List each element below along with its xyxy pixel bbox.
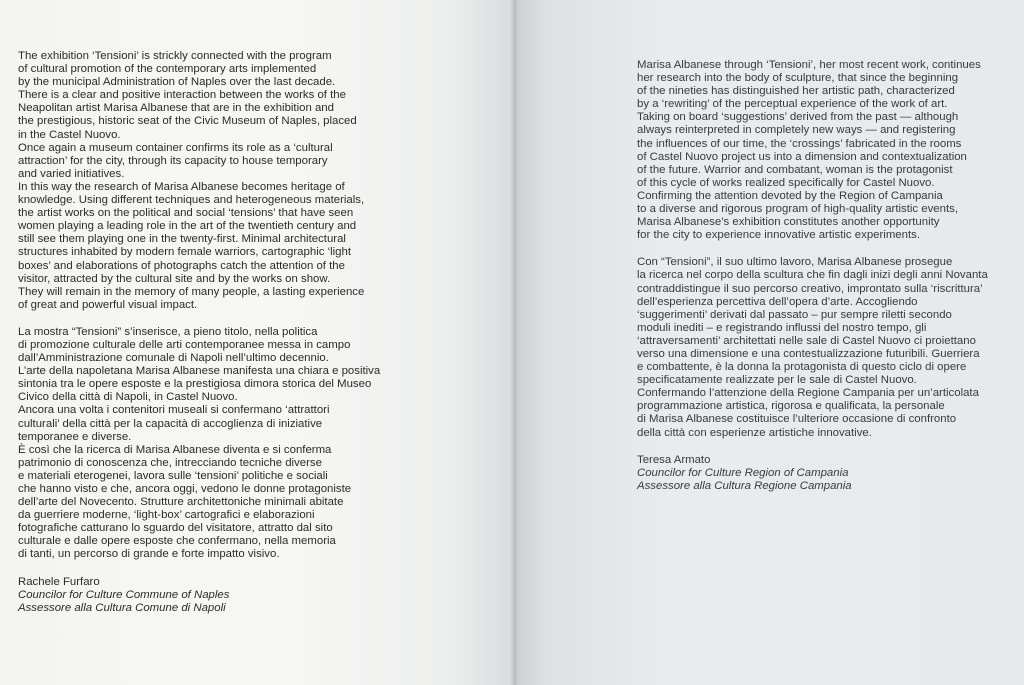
signature-name: Teresa Armato [637, 453, 711, 466]
text-line: Neapolitan artist Marisa Albanese that are in the exhibition and [18, 102, 334, 115]
text-line: di tanti, un percorso di grande e forte impatto visivo. [18, 548, 280, 561]
right-signature [637, 454, 988, 493]
text-line: of great and powerful visual impact. [18, 298, 198, 311]
left-italian-paragraph [18, 326, 380, 562]
text-line: che hanno visto e che, ancora oggi, vedono le donne protagoniste [18, 483, 352, 495]
signature-role-it: Assessore alla Cultura Regione Campania [637, 479, 852, 492]
text-line: la ricerca nel corpo della scultura che fin dagli inizi degli anni Novanta [637, 269, 988, 282]
text-line: culturale e dalle opere esposte che confermano, nella memoria [18, 535, 336, 548]
text-line: verso una dimensione e una contestualizzazione futuribili. Guerriera [637, 347, 980, 360]
text-line: boxes’ and elaborations of photographs catch the attention of the [18, 259, 345, 272]
signature-name: Rachele Furfaro [18, 575, 100, 588]
text-line: È così che la ricerca di Marisa Albanese diventa e si conferma [18, 443, 332, 456]
text-line: Taking on board ‘suggestions’ derived from the past — although [637, 111, 959, 124]
text-line: culturali’ della città per la capacità di accoglienza di iniziative [18, 417, 323, 430]
text-line: structures inhabited by modern female warriors, cartographic ‘light [18, 246, 352, 259]
text-line: contraddistingue il suo percorso creativo, improntato sulla ‘riscrittura’ [637, 282, 983, 295]
left-text-column [18, 50, 380, 615]
text-line: The exhibition ‘Tensioni’ is strickly connected with the program [18, 50, 332, 62]
text-line: La mostra “Tensioni” s’inserisce, a pieno titolo, nella politica [18, 325, 318, 338]
text-line: of Castel Nuovo project us into a dimension and contextualization [637, 150, 967, 163]
text-line: da guerriere moderne, ‘light-box’ cartografici e elaborazioni [18, 509, 315, 522]
right-text-column [637, 59, 988, 493]
paragraph-gap [637, 242, 988, 256]
text-line: e combattente, è la donna la protagonista di questo ciclo di opere [637, 361, 967, 374]
text-line: Confirming the attention devoted by the Region of Campania [637, 189, 943, 202]
text-line: Once again a museum container confirms its role as a ‘cultural [18, 141, 333, 154]
text-line: attraction’ for the city, through its capacity to house temporary [18, 154, 328, 167]
text-line: still see them playing one in the twenty-first. Minimal architectural [18, 233, 346, 246]
text-line: of the nineties has distinguished her artistic path, characterized [637, 85, 955, 98]
text-line: her research into the body of sculpture, that since the beginning [637, 72, 959, 85]
left-signature [18, 576, 380, 615]
text-line: the influences of our time, the ‘crossings’ fabricated in the rooms [637, 137, 962, 150]
text-line: dell’arte del Novecento. Strutture architettoniche minimali abitate [18, 496, 344, 509]
text-line: ‘attraversamenti’ architettati nelle sale di Castel Nuovo ci proiettano [637, 334, 976, 347]
text-line: of cultural promotion of the contemporary arts implemented [18, 63, 317, 76]
left-english-paragraph [18, 50, 380, 312]
text-line: sintonia tra le opere esposte e la prestigiosa dimora storica del Museo [18, 378, 372, 391]
text-line: They will remain in the memory of many people, a lasting experience [18, 285, 365, 298]
text-line: visitor, attracted by the cultural site and by the works on show. [18, 272, 331, 285]
text-line: e materiali eterogenei, lavora sulle ‘tensioni’ politiche e sociali [18, 469, 328, 482]
text-line: specificatamente realizzate per le sale di Castel Nuovo. [637, 374, 917, 387]
text-line: programmazione artistica, rigorosa e qualificata, la personale [637, 400, 945, 413]
text-line: L’arte della napoletana Marisa Albanese manifesta una chiara e positiva [18, 365, 381, 378]
text-line: Ancora una volta i contenitori museali si confermano ‘attrattori [18, 404, 330, 417]
text-line: always reinterpreted in completely new ways — and registering [637, 124, 956, 137]
text-line: ‘suggerimenti’ derivati dal passato – pur sempre riletti secondo [637, 308, 952, 321]
text-line: temporanee e diverse. [18, 430, 132, 443]
text-line: to a diverse and rigorous program of high-quality artistic events, [637, 203, 958, 216]
paragraph-gap [637, 440, 988, 454]
text-line: in the Castel Nuovo. [18, 128, 121, 141]
right-italian-paragraph [637, 256, 988, 439]
signature-role-it: Assessore alla Cultura Comune di Napoli [18, 601, 226, 614]
book-gutter [510, 0, 518, 685]
text-line: and varied initiatives. [18, 167, 125, 180]
text-line: moduli inediti – e registrando influssi del nostro tempo, gli [637, 321, 927, 334]
text-line: by a ‘rewriting’ of the perceptual experience of the work of art. [637, 98, 948, 111]
text-line: dell’esperienza percettiva dell’opera d’arte. Accogliendo [637, 295, 918, 308]
text-line: patrimonio di conoscenza che, intrecciando tecniche diverse [18, 456, 322, 469]
paragraph-gap [18, 562, 380, 576]
text-line: of the future. Warrior and combatant, woman is the protagonist [637, 163, 953, 176]
text-line: of this cycle of works realized specifically for Castel Nuovo. [637, 176, 935, 189]
text-line: di Marisa Albanese costituisce l’ulteriore occasione di confronto [637, 413, 957, 426]
text-line: di promozione culturale delle arti contemporanee messa in campo [18, 338, 351, 351]
text-line: Marisa Albanese through ‘Tensioni’, her most recent work, continues [637, 59, 981, 71]
text-line: the artist works on the political and social ‘tensions’ that have seen [18, 207, 354, 220]
text-line: for the city to experience innovative artistic experiments. [637, 229, 920, 242]
text-line: the prestigious, historic seat of the Civic Museum of Naples, placed [18, 115, 357, 128]
text-line: knowledge. Using different techniques and heterogeneous materials, [18, 194, 365, 207]
text-line: by the municipal Administration of Naples over the last decade. [18, 76, 336, 89]
text-line: Confermando l’attenzione della Regione Campania per un’articolata [637, 387, 979, 400]
text-line: In this way the research of Marisa Albanese becomes heritage of [18, 180, 345, 193]
text-line: Con “Tensioni”, il suo ultimo lavoro, Marisa Albanese prosegue [637, 256, 953, 269]
text-line: della città con esperienze artistiche innovative. [637, 426, 872, 439]
text-line: fotografiche catturano lo sguardo del visitatore, attratto dal sito [18, 522, 333, 535]
signature-role-en: Councilor for Culture Commune of Naples [18, 588, 230, 601]
right-english-paragraph [637, 59, 988, 242]
text-line: There is a clear and positive interaction between the works of the [18, 89, 346, 102]
text-line: Marisa Albanese’s exhibition constitutes another opportunity [637, 216, 940, 229]
paragraph-gap [18, 312, 380, 326]
text-line: Civico della città di Napoli, in Castel Nuovo. [18, 391, 238, 404]
text-line: women playing a leading role in the art of the twentieth century and [18, 220, 357, 233]
text-line: dall’Amministrazione comunale di Napoli nell’ultimo decennio. [18, 352, 329, 365]
signature-role-en: Councilor for Culture Region of Campania [637, 466, 849, 479]
